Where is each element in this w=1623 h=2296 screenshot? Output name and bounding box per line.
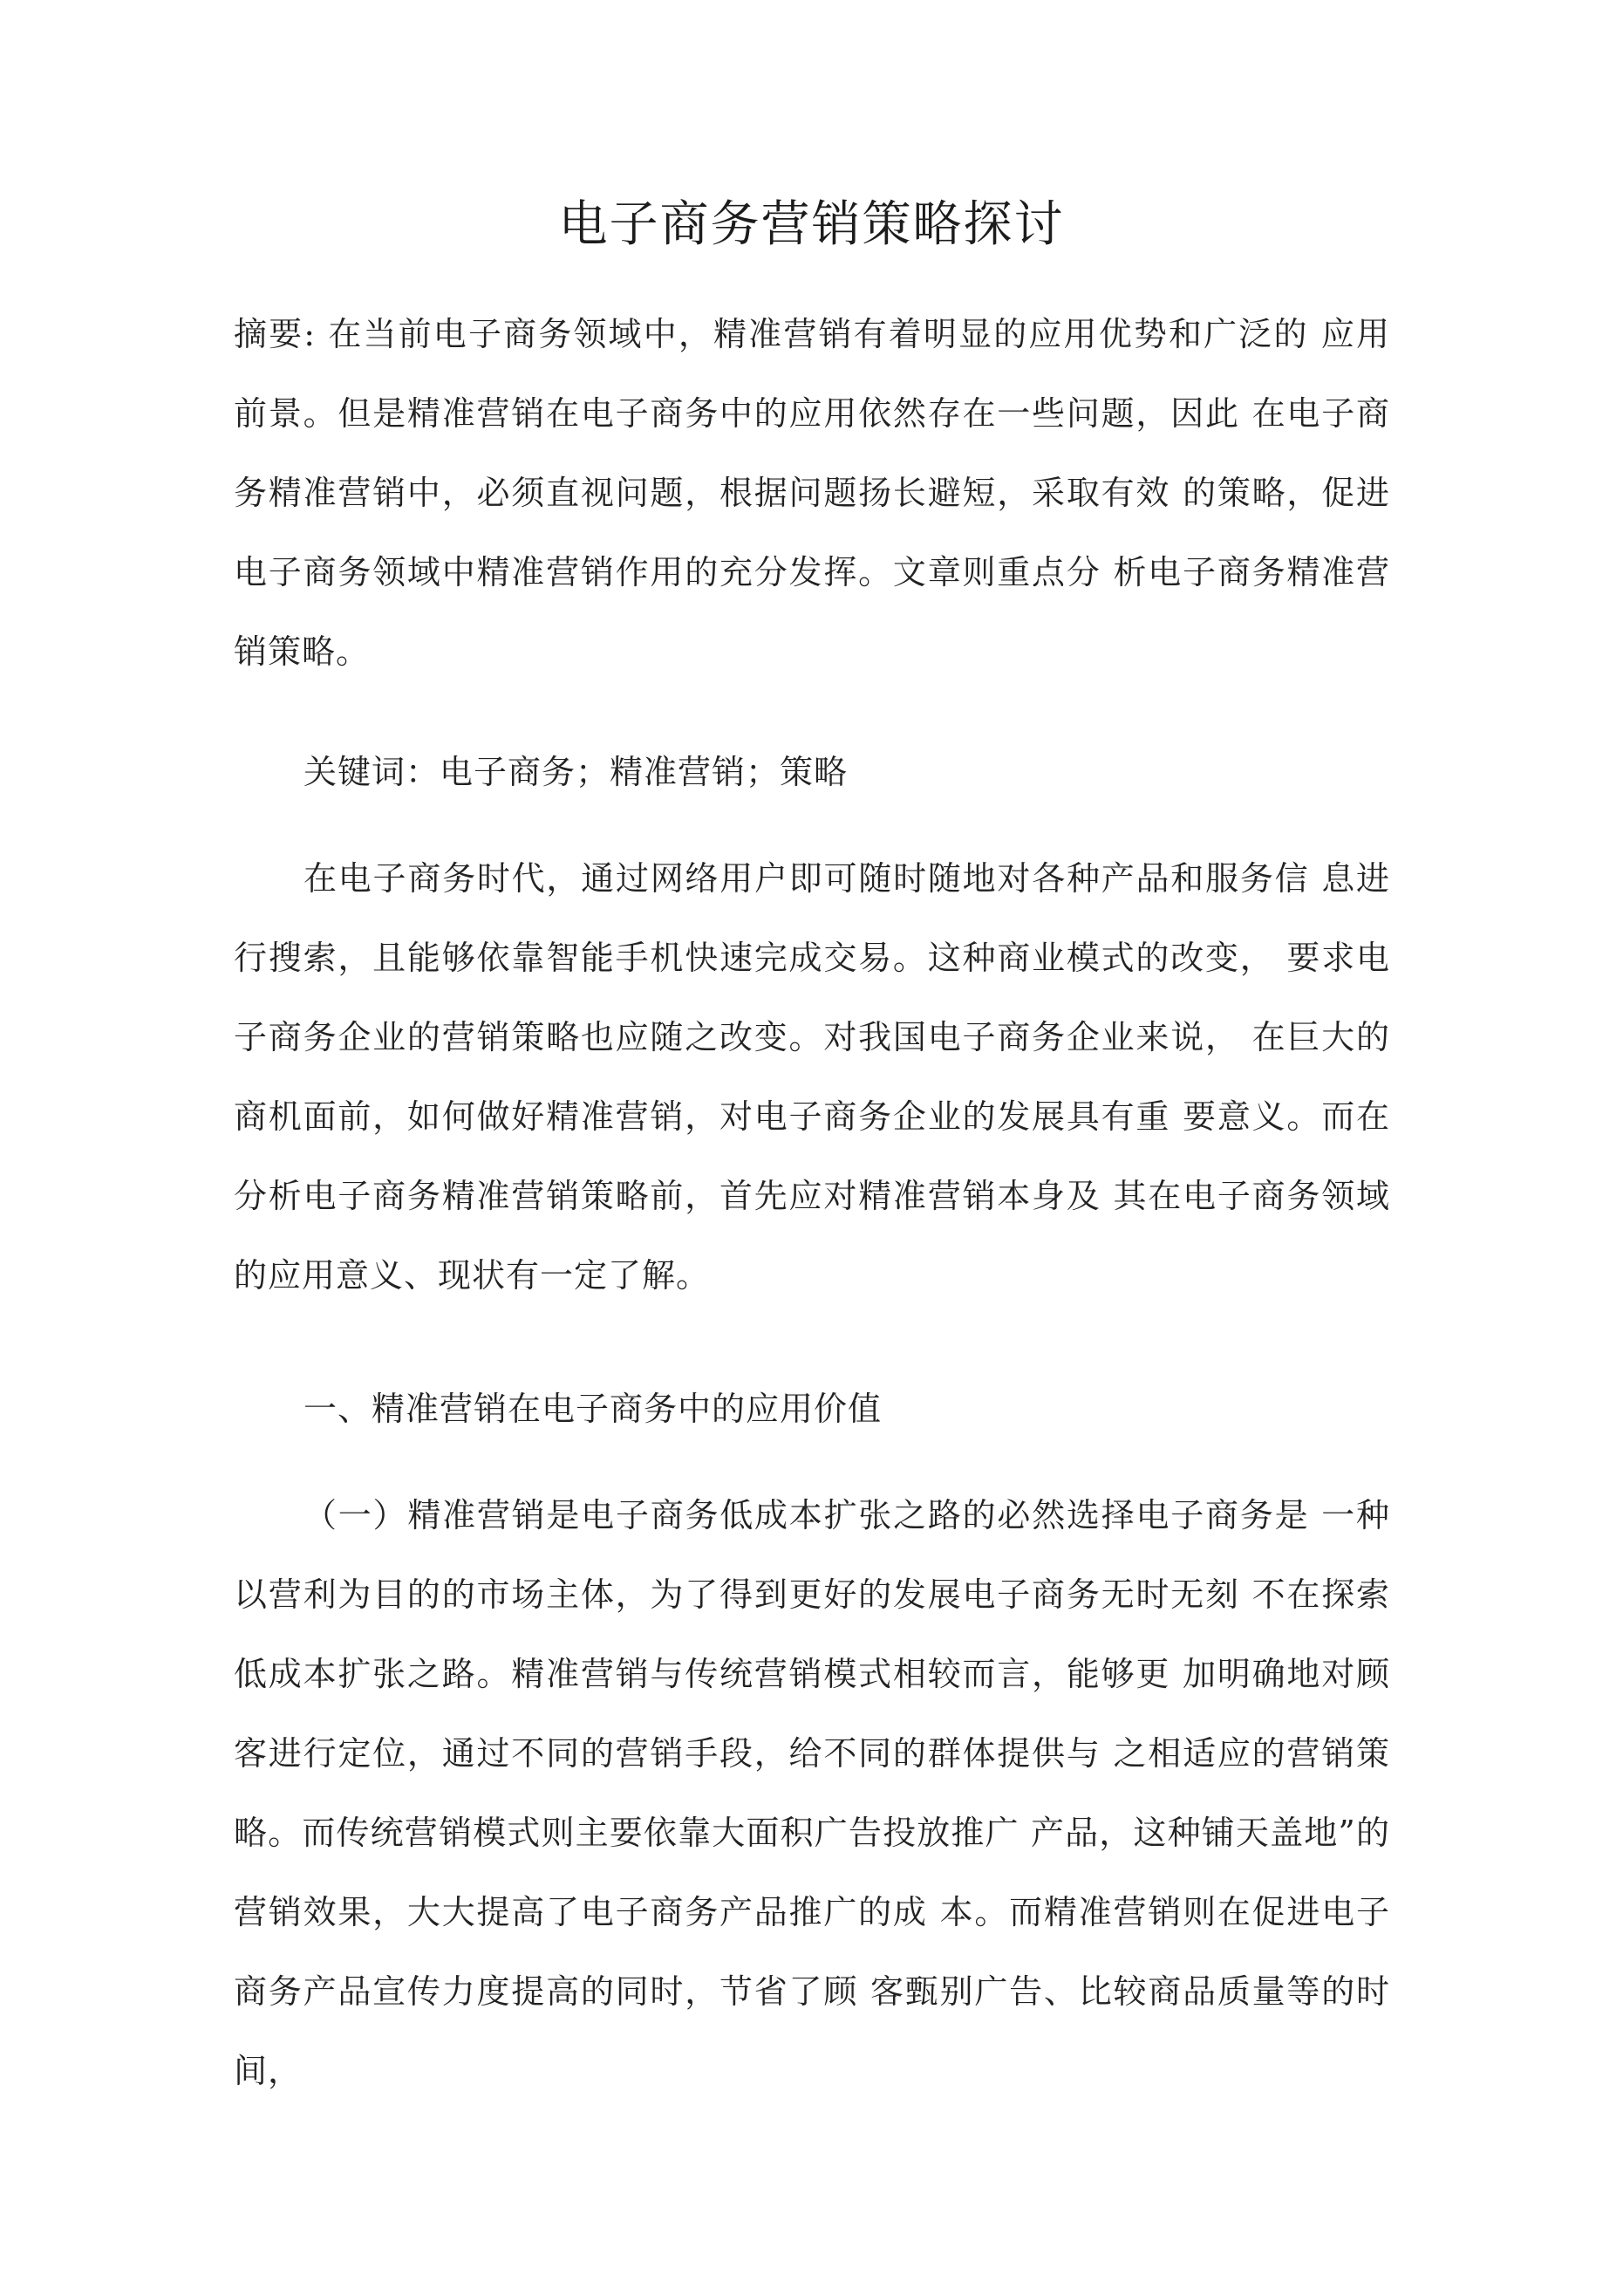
intro-paragraph: 在电子商务时代，通过网络用户即可随时随地对各种产品和服务信 息进行搜索，且能够依靠智能手机快速完成交易。这种商业模式的改变， 要求电子商务企业的营销策略也应随之改变。对我国电子商务企业来说， 在巨大的商机面前，如何做好精准营销，对电子商务企业的发展具有重 要意义。而在分析电子商务精准营销策略前，首先应对精准营销本身及 其在电子商务领域的应用意义、现状有一定了解。 bbox=[234, 859, 1390, 1295]
abstract-paragraph: 摘要: 在当前电子商务领域中，精准营销有着明显的应用优势和广泛的 应用前景。但是精准营销在电子商务中的应用依然存在一些问题，因此 在电子商务精准营销中，必须直视问题，根据问题扬长避短，采取有效 的策略，促进电子商务领域中精准营销作用的充分发挥。文章则重点分 析电子商务精准营销策略。 bbox=[234, 315, 1390, 671]
subsection-paragraph: （一）精准营销是电子商务低成本扩张之路的必然选择电子商务是 一种以营利为目的的市场主体，为了得到更好的发展电子商务无时无刻 不在探索低成本扩张之路。精准营销与传统营销模式相较而言，能够更 加明确地对顾客进行定位，通过不同的营销手段，给不同的群体提供与 之相适应的营销策略。而传统营销模式则主要依靠大面积广告投放推广 产品，这种铺天盖地”的营销效果，大大提高了电子商务产品推广的成 本。而精准营销则在促进电子商务产品宣传力度提高的同时，节省了顾 客甄别广告、比较商品质量等的时间， bbox=[234, 1496, 1390, 2090]
document-title: 电子商务营销策略探讨 bbox=[558, 196, 1065, 253]
keywords-paragraph: 关键词：电子商务；精准营销；策略 bbox=[303, 753, 849, 791]
section-heading: 一、精准营销在电子商务中的应用价值 bbox=[303, 1390, 883, 1428]
